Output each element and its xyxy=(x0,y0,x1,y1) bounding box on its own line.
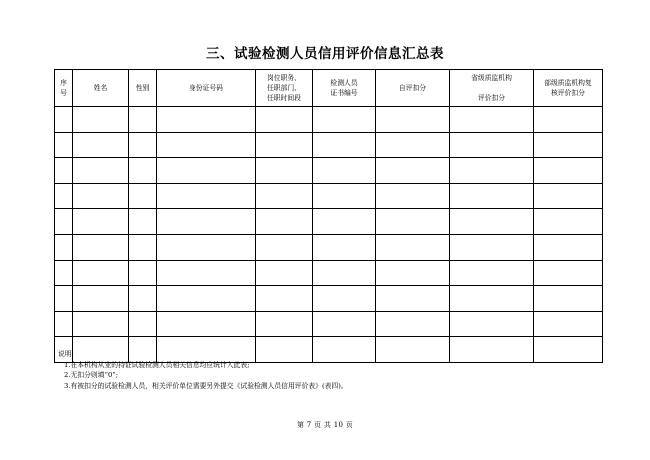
header-line xyxy=(450,83,533,93)
table-header xyxy=(55,70,603,107)
table-cell xyxy=(55,234,73,260)
column-header-ministry-deduction xyxy=(534,70,603,107)
note-item-1: 1.在本机构从业的持证试验检测人员相关信息均应统计入此表; xyxy=(64,360,250,369)
table-cell xyxy=(55,286,73,312)
table-cell xyxy=(376,311,450,337)
table-cell xyxy=(450,107,534,133)
table-cell xyxy=(534,132,603,158)
header-line: 岗位职务、 xyxy=(267,74,301,82)
table-cell xyxy=(313,107,376,133)
table-cell xyxy=(129,260,157,286)
header-line: 任职部门、 xyxy=(267,84,301,92)
table-cell xyxy=(534,337,603,363)
table-cell xyxy=(256,107,313,133)
table-cell xyxy=(534,311,603,337)
header-line: 评价扣分 xyxy=(477,94,506,102)
table-cell xyxy=(73,183,129,209)
table-cell xyxy=(376,234,450,260)
table-cell xyxy=(157,311,256,337)
table-cell xyxy=(534,107,603,133)
table-row xyxy=(55,234,603,260)
table-row xyxy=(55,158,603,184)
table-cell xyxy=(157,260,256,286)
table-cell xyxy=(55,311,73,337)
table-cell xyxy=(450,311,534,337)
column-header-seq xyxy=(55,70,73,107)
table-cell xyxy=(157,183,256,209)
table-cell xyxy=(73,209,129,235)
table-cell xyxy=(129,286,157,312)
column-header-name xyxy=(73,70,129,107)
table-cell xyxy=(73,158,129,184)
table-row xyxy=(55,183,603,209)
table-cell xyxy=(55,107,73,133)
table-cell xyxy=(256,260,313,286)
table-row xyxy=(55,107,603,133)
table-cell xyxy=(376,107,450,133)
header-line: 省级质监机构 xyxy=(471,74,512,82)
table-cell xyxy=(534,234,603,260)
table-cell xyxy=(376,286,450,312)
table-cell xyxy=(534,158,603,184)
header-row xyxy=(55,70,603,107)
header-line: 号 xyxy=(60,89,67,97)
table-cell xyxy=(129,209,157,235)
table-cell xyxy=(256,158,313,184)
table-cell xyxy=(55,158,73,184)
table-cell xyxy=(313,286,376,312)
table-cell xyxy=(55,183,73,209)
table-cell xyxy=(450,132,534,158)
table-cell xyxy=(256,286,313,312)
table-cell xyxy=(313,158,376,184)
table-cell xyxy=(376,260,450,286)
table-cell xyxy=(450,209,534,235)
table-cell xyxy=(73,234,129,260)
table-cell xyxy=(157,209,256,235)
table-cell xyxy=(450,183,534,209)
table-cell xyxy=(55,209,73,235)
page-title: 三、试验检测人员信用评价信息汇总表 xyxy=(206,46,444,62)
header-line: 自评扣分 xyxy=(398,84,427,92)
table-cell xyxy=(73,132,129,158)
table-cell xyxy=(129,311,157,337)
header-line: 姓名 xyxy=(93,84,108,92)
column-header-cert-no xyxy=(313,70,376,107)
table-cell xyxy=(73,311,129,337)
table-cell xyxy=(450,337,534,363)
header-line: 核评价扣分 xyxy=(551,89,585,97)
table-row xyxy=(55,311,603,337)
header-line: 身份证号码 xyxy=(189,84,223,92)
table-row xyxy=(55,260,603,286)
header-line: 序 xyxy=(60,79,67,87)
table-cell xyxy=(313,132,376,158)
table-cell xyxy=(157,132,256,158)
table-cell xyxy=(313,311,376,337)
table-cell xyxy=(256,132,313,158)
table-cell xyxy=(450,158,534,184)
table-cell xyxy=(313,183,376,209)
table-cell xyxy=(313,209,376,235)
column-header-id-number xyxy=(157,70,256,107)
table-cell xyxy=(534,209,603,235)
table-cell xyxy=(534,286,603,312)
table-cell xyxy=(450,234,534,260)
table-cell xyxy=(534,183,603,209)
table-cell xyxy=(376,158,450,184)
table-body xyxy=(55,107,603,363)
page-number: 第 7 页 共 10 页 xyxy=(296,421,354,429)
note-item-2: 2.无扣分则填“0”; xyxy=(64,371,119,379)
table-cell xyxy=(157,107,256,133)
table-cell xyxy=(256,209,313,235)
table-cell xyxy=(256,183,313,209)
table-cell xyxy=(376,183,450,209)
table-cell xyxy=(73,286,129,312)
table-cell xyxy=(450,286,534,312)
table-row xyxy=(55,132,603,158)
header-line: 检测人员 xyxy=(330,79,358,87)
header-line: 部级质监机构复 xyxy=(544,79,592,87)
table-cell xyxy=(157,286,256,312)
table-cell xyxy=(129,183,157,209)
header-line: 任职时间段 xyxy=(267,94,301,102)
table-cell xyxy=(313,234,376,260)
table-cell xyxy=(129,158,157,184)
header-line: 证书编号 xyxy=(330,89,358,97)
column-header-self-deduction xyxy=(376,70,450,107)
table-cell xyxy=(55,260,73,286)
table-cell xyxy=(55,132,73,158)
table-cell xyxy=(256,234,313,260)
notes-section xyxy=(58,349,348,391)
table-cell xyxy=(376,132,450,158)
header-line: 性别 xyxy=(135,84,150,92)
column-header-gender xyxy=(129,70,157,107)
table-cell xyxy=(129,234,157,260)
table-cell xyxy=(450,260,534,286)
table-row xyxy=(55,286,603,312)
table-cell xyxy=(73,260,129,286)
column-header-position xyxy=(256,70,313,107)
summary-table xyxy=(54,69,603,363)
table-cell xyxy=(313,260,376,286)
column-header-provincial-deduction xyxy=(450,70,534,107)
table-cell xyxy=(376,337,450,363)
table-cell xyxy=(534,260,603,286)
note-item-3: 3.有被扣分的试验检测人员，相关评价单位需要另外提交《试验检测人员信用评价表》(表四)。 xyxy=(64,381,348,390)
table-cell xyxy=(129,132,157,158)
table-cell xyxy=(376,209,450,235)
table-cell xyxy=(157,234,256,260)
table-cell xyxy=(129,107,157,133)
table-cell xyxy=(73,107,129,133)
notes-heading: 说明: xyxy=(58,350,74,358)
table-cell xyxy=(256,311,313,337)
table-cell xyxy=(157,158,256,184)
table-row xyxy=(55,209,603,235)
